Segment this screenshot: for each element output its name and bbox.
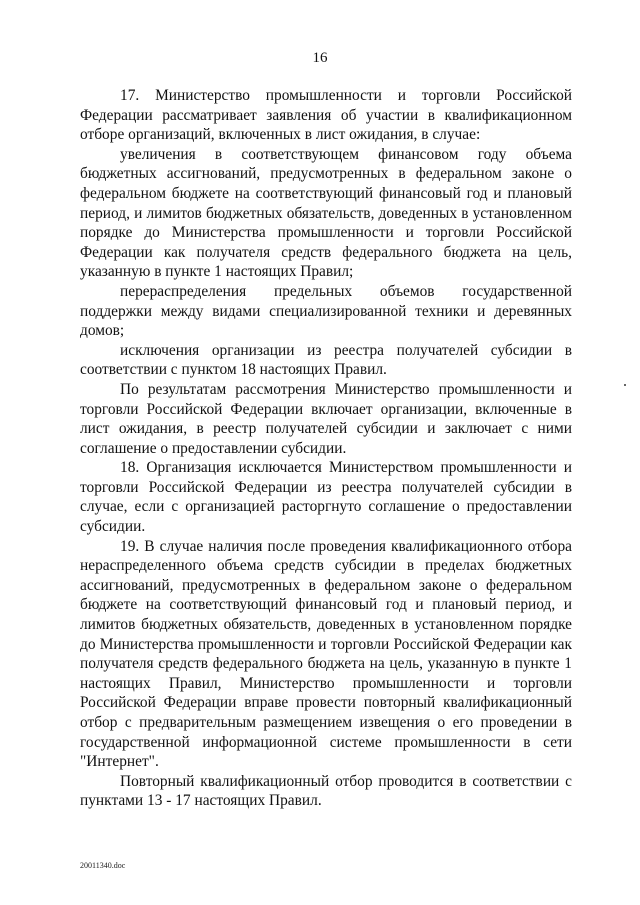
- page-number: 16: [312, 50, 328, 66]
- paragraph-19: 19. В случае наличия после проведения квалификационного отбора нераспределенного объема средств субсидии в пределах бюджетных ассигнований, предусмотренных в федеральном законе о федеральном бюджете на соответствующий финансовый год и плановый период, и лимитов бюджетных обязательств, доведенных в установленном порядке до Министерства промышленности и торговли Российской Федерации как получателя средств федерального бюджета на цель, указанную в пункте 1 настоящих Правил, Министерство промышленности и торговли Российской Федерации вправе провести повторный квалификационный отбор с предварительным размещением извещения о его проведении в государственной информационной системе промышленности в сети "Интернет".: [80, 537, 572, 771]
- paragraph-exclusion: исключения организации из реестра получателей субсидии в соответствии с пунктом 18 настоящих Правил.: [80, 341, 572, 379]
- paragraph-redistribution: перераспределения предельных объемов государственной поддержки между видами специализированной техники и деревянных домов;: [80, 282, 572, 340]
- file-name-footer: 20011340.doc: [80, 861, 126, 870]
- document-body: [80, 86, 572, 811]
- paragraph-repeat-selection: Повторный квалификационный отбор проводится в соответствии с пунктами 13 - 17 настоящих Правил.: [80, 772, 572, 810]
- margin-mark: [624, 384, 626, 386]
- paragraph-results: По результатам рассмотрения Министерство промышленности и торговли Российской Федерации включает организации, включенные в лист ожидания, в реестр получателей субсидии и заключает с ними соглашение о предоставлении субсидии.: [80, 380, 572, 457]
- paragraph-18: 18. Организация исключается Министерством промышленности и торговли Российской Федерации из реестра получателей субсидии в случае, если с организацией расторгнуто соглашение о предоставлении субсидии.: [80, 459, 572, 536]
- paragraph-17: 17. Министерство промышленности и торговли Российской Федерации рассматривает заявления об участии в квалификационном отборе организаций, включенных в лист ожидания, в случае:: [80, 87, 572, 144]
- paragraph-increase: увеличения в соответствующем финансовом году объема бюджетных ассигнований, предусмотренных в федеральном законе о федеральном бюджете на соответствующий финансовый год и плановый период, и лимитов бюджетных обязательств, доведенных в установленном порядке до Министерства промышленности и торговли Российской Федерации как получателя средств федерального бюджета на цель, указанную в пункте 1 настоящих Правил;: [80, 145, 572, 281]
